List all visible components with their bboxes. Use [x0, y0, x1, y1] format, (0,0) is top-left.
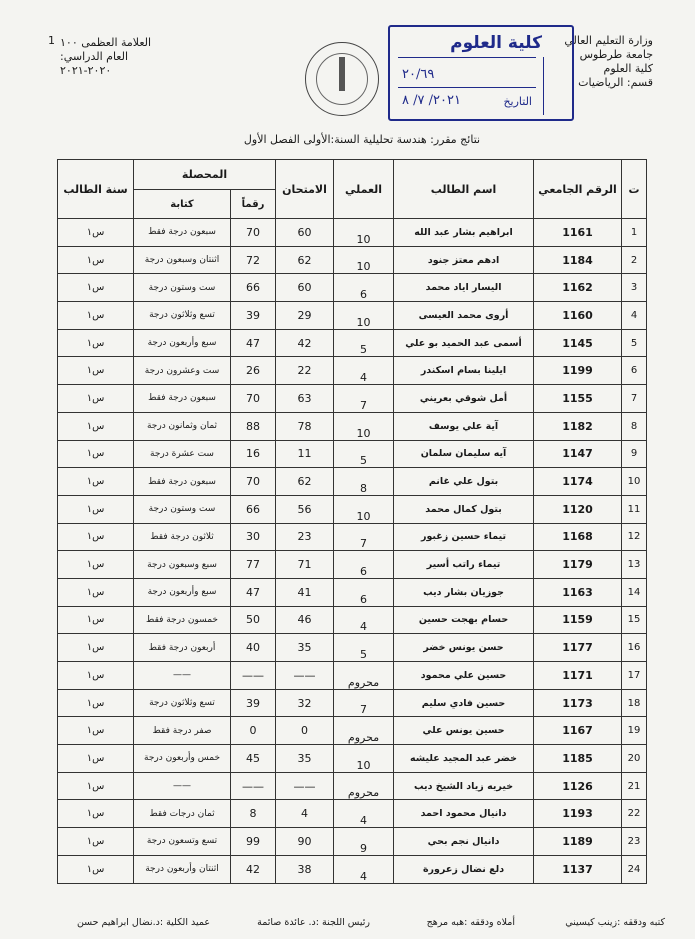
total-text: أربعون درجة فقط — [134, 634, 231, 662]
results-table — [57, 159, 647, 884]
university-id: 1161 — [534, 219, 622, 247]
table-row — [58, 800, 647, 828]
header-department: قسم: الرياضيات — [578, 76, 653, 89]
stamp-number: ٢٠/٦٩ — [402, 67, 435, 82]
total-text: ست عشرة درجة — [134, 440, 231, 468]
page-number: 1 — [48, 34, 55, 47]
row-number: 19 — [622, 717, 647, 745]
student-year: س١ — [58, 274, 134, 302]
stamp-title: كلية العلوم — [450, 33, 542, 53]
exam-grade: 46 — [276, 606, 334, 634]
practical-grade: 4 — [334, 800, 394, 828]
total-text: سبعون درجة فقط — [134, 385, 231, 413]
total-number: —— — [231, 772, 276, 800]
row-number: 20 — [622, 745, 647, 773]
university-id: 1162 — [534, 274, 622, 302]
student-year: س١ — [58, 772, 134, 800]
exam-grade: 63 — [276, 385, 334, 413]
row-number: 8 — [622, 412, 647, 440]
student-year: س١ — [58, 523, 134, 551]
stamp-date-label: التاريخ — [503, 95, 532, 108]
university-id: 1174 — [534, 468, 622, 496]
university-id: 1137 — [534, 855, 622, 883]
student-name: أسمى عبد الحميد بو علي — [394, 329, 534, 357]
student-name: دلع نضال زعرورة — [394, 855, 534, 883]
total-text: سبعون درجة فقط — [134, 468, 231, 496]
total-number: 72 — [231, 246, 276, 274]
university-id: 1145 — [534, 329, 622, 357]
practical-grade: 10 — [334, 412, 394, 440]
header-grade-block — [60, 36, 180, 78]
student-year: س١ — [58, 578, 134, 606]
col-header-num: رقماً — [231, 190, 276, 219]
practical-grade: 7 — [334, 689, 394, 717]
col-header-n: ت — [622, 160, 647, 219]
exam-grade: 41 — [276, 578, 334, 606]
student-year: س١ — [58, 662, 134, 690]
total-text: سبعون درجة فقط — [134, 219, 231, 247]
row-number: 24 — [622, 855, 647, 883]
stamp-line — [398, 57, 536, 58]
header-ministry-block — [564, 34, 653, 90]
table-row — [58, 329, 647, 357]
student-name: أمل شوقي بعريني — [394, 385, 534, 413]
exam-grade: 62 — [276, 246, 334, 274]
total-text: —— — [134, 662, 231, 690]
total-text: اثنتان وسبعون درجة — [134, 246, 231, 274]
university-id: 1120 — [534, 495, 622, 523]
exam-grade: —— — [276, 772, 334, 800]
student-year: س١ — [58, 855, 134, 883]
student-name: آيه سليمان سلمان — [394, 440, 534, 468]
header-ministry: وزارة التعليم العالي — [564, 34, 653, 47]
student-year: س١ — [58, 828, 134, 856]
total-number: 88 — [231, 412, 276, 440]
max-grade: العلامة العظمى ١٠٠ — [60, 36, 152, 49]
student-name: بتول علي غانم — [394, 468, 534, 496]
student-name: دانيال محمود احمد — [394, 800, 534, 828]
university-logo — [305, 42, 379, 116]
student-year: س١ — [58, 606, 134, 634]
row-number: 2 — [622, 246, 647, 274]
total-text: تسع وثلاثون درجة — [134, 302, 231, 330]
total-number: 0 — [231, 717, 276, 745]
total-number: 16 — [231, 440, 276, 468]
university-id: 1147 — [534, 440, 622, 468]
total-text: خمسون درجة فقط — [134, 606, 231, 634]
practical-grade: 7 — [334, 523, 394, 551]
student-name: أروى محمد العيسى — [394, 302, 534, 330]
student-name: ادهم معتز جنود — [394, 246, 534, 274]
practical-grade: 5 — [334, 329, 394, 357]
university-id: 1189 — [534, 828, 622, 856]
practical-grade: 4 — [334, 357, 394, 385]
student-year: س١ — [58, 468, 134, 496]
col-header-text: كتابة — [134, 190, 231, 219]
table-row — [58, 385, 647, 413]
exam-grade: —— — [276, 662, 334, 690]
university-id: 1160 — [534, 302, 622, 330]
row-number: 16 — [622, 634, 647, 662]
row-number: 3 — [622, 274, 647, 302]
student-name: دانيال نجم بحي — [394, 828, 534, 856]
footer-written-by: كتبه ودققه :زينب كيسيني — [565, 917, 665, 928]
student-year: س١ — [58, 495, 134, 523]
footer-dictated-by: أملاه ودققه :هبه مرهج — [426, 917, 515, 928]
total-text: تسع وثلاثون درجة — [134, 689, 231, 717]
total-number: 42 — [231, 855, 276, 883]
total-text: سبع وأربعون درجة — [134, 329, 231, 357]
table-row — [58, 274, 647, 302]
total-text: اثنتان وأربعون درجة — [134, 855, 231, 883]
exam-grade: 22 — [276, 357, 334, 385]
practical-grade: 9 — [334, 828, 394, 856]
student-name: تيماء حسين زغبور — [394, 523, 534, 551]
total-number: 66 — [231, 495, 276, 523]
exam-grade: 35 — [276, 634, 334, 662]
exam-grade: 4 — [276, 800, 334, 828]
university-id: 1179 — [534, 551, 622, 579]
student-name: خضر عبد المجيد عليشه — [394, 745, 534, 773]
exam-grade: 62 — [276, 468, 334, 496]
exam-grade: 71 — [276, 551, 334, 579]
exam-grade: 60 — [276, 219, 334, 247]
stamp-side-box — [543, 57, 568, 115]
exam-grade: 56 — [276, 495, 334, 523]
total-text: تسع وتسعون درجة — [134, 828, 231, 856]
student-name: تيماء راتب أسير — [394, 551, 534, 579]
col-header-year: سنة الطالب — [58, 160, 134, 219]
row-number: 11 — [622, 495, 647, 523]
row-number: 17 — [622, 662, 647, 690]
row-number: 21 — [622, 772, 647, 800]
total-number: 8 — [231, 800, 276, 828]
total-number: 45 — [231, 745, 276, 773]
university-id: 1184 — [534, 246, 622, 274]
row-number: 15 — [622, 606, 647, 634]
row-number: 9 — [622, 440, 647, 468]
practical-grade: 6 — [334, 578, 394, 606]
table-row — [58, 412, 647, 440]
total-number: 66 — [231, 274, 276, 302]
exam-grade: 38 — [276, 855, 334, 883]
practical-grade: 10 — [334, 219, 394, 247]
faculty-stamp — [388, 25, 574, 121]
col-header-exam: الامتحان — [276, 160, 334, 219]
student-year: س١ — [58, 717, 134, 745]
header-faculty: كلية العلوم — [603, 62, 653, 75]
row-number: 4 — [622, 302, 647, 330]
total-number: 26 — [231, 357, 276, 385]
student-year: س١ — [58, 800, 134, 828]
university-id: 1167 — [534, 717, 622, 745]
practical-grade: 5 — [334, 440, 394, 468]
student-year: س١ — [58, 302, 134, 330]
exam-grade: 11 — [276, 440, 334, 468]
total-text: —— — [134, 772, 231, 800]
student-name: ابراهيم بشار عبد الله — [394, 219, 534, 247]
student-year: س١ — [58, 219, 134, 247]
table-row — [58, 357, 647, 385]
row-number: 1 — [622, 219, 647, 247]
total-number: 50 — [231, 606, 276, 634]
student-name: بتول كمال محمد — [394, 495, 534, 523]
practical-grade: محروم — [334, 772, 394, 800]
row-number: 13 — [622, 551, 647, 579]
total-number: 47 — [231, 329, 276, 357]
total-number: 70 — [231, 219, 276, 247]
total-number: 39 — [231, 689, 276, 717]
practical-grade: 6 — [334, 551, 394, 579]
table-row — [58, 772, 647, 800]
row-number: 12 — [622, 523, 647, 551]
total-text: خمس وأربعون درجة — [134, 745, 231, 773]
practical-grade: محروم — [334, 717, 394, 745]
total-number: 99 — [231, 828, 276, 856]
logo-tower — [339, 57, 345, 91]
total-number: 39 — [231, 302, 276, 330]
student-name: حسين علي محمود — [394, 662, 534, 690]
exam-grade: 35 — [276, 745, 334, 773]
exam-grade: 29 — [276, 302, 334, 330]
student-name: حسين فادي سليم — [394, 689, 534, 717]
row-number: 7 — [622, 385, 647, 413]
student-year: س١ — [58, 551, 134, 579]
student-name: جوزيان بشار ديب — [394, 578, 534, 606]
practical-grade: 7 — [334, 385, 394, 413]
total-text: ست وستون درجة — [134, 495, 231, 523]
student-name: اليسار اياد محمد — [394, 274, 534, 302]
table-row — [58, 551, 647, 579]
row-number: 14 — [622, 578, 647, 606]
university-id: 1126 — [534, 772, 622, 800]
total-text: ثلاثون درجة فقط — [134, 523, 231, 551]
row-number: 10 — [622, 468, 647, 496]
total-number: 47 — [231, 578, 276, 606]
practical-grade: محروم — [334, 662, 394, 690]
student-name: حسين يونس علي — [394, 717, 534, 745]
row-number: 6 — [622, 357, 647, 385]
practical-grade: 8 — [334, 468, 394, 496]
stamp-line — [398, 87, 536, 88]
table-row — [58, 523, 647, 551]
student-name: حسام بهجت حسين — [394, 606, 534, 634]
exam-grade: 0 — [276, 717, 334, 745]
exam-grade: 23 — [276, 523, 334, 551]
student-year: س١ — [58, 634, 134, 662]
table-row — [58, 662, 647, 690]
total-text: سبع وأربعون درجة — [134, 578, 231, 606]
exam-grade: 60 — [276, 274, 334, 302]
practical-grade: 6 — [334, 274, 394, 302]
footer-committee-head: رئيس اللجنة :د. عائدة صائمة — [257, 917, 370, 928]
student-year: س١ — [58, 412, 134, 440]
table-row — [58, 440, 647, 468]
row-number: 22 — [622, 800, 647, 828]
university-id: 1173 — [534, 689, 622, 717]
table-header-row — [58, 160, 647, 190]
total-number: 70 — [231, 468, 276, 496]
col-header-practical: العملي — [334, 160, 394, 219]
practical-grade: 10 — [334, 495, 394, 523]
practical-grade: 4 — [334, 855, 394, 883]
student-year: س١ — [58, 385, 134, 413]
total-text: ست وعشرون درجة — [134, 357, 231, 385]
university-id: 1171 — [534, 662, 622, 690]
student-year: س١ — [58, 745, 134, 773]
exam-grade: 90 — [276, 828, 334, 856]
table-row — [58, 246, 647, 274]
university-id: 1168 — [534, 523, 622, 551]
student-name: ايلينا بسام اسكندر — [394, 357, 534, 385]
university-id: 1193 — [534, 800, 622, 828]
table-row — [58, 634, 647, 662]
exam-grade: 32 — [276, 689, 334, 717]
student-name: آية علي يوسف — [394, 412, 534, 440]
practical-grade: 10 — [334, 745, 394, 773]
total-number: 77 — [231, 551, 276, 579]
student-year: س١ — [58, 357, 134, 385]
total-text: ثمان درجات فقط — [134, 800, 231, 828]
university-id: 1155 — [534, 385, 622, 413]
total-text: ثمان وثمانون درجة — [134, 412, 231, 440]
table-row — [58, 495, 647, 523]
student-year: س١ — [58, 329, 134, 357]
student-name: خيريه زياد الشيخ ديب — [394, 772, 534, 800]
table-row — [58, 606, 647, 634]
total-number: 40 — [231, 634, 276, 662]
student-year: س١ — [58, 246, 134, 274]
practical-grade: 10 — [334, 246, 394, 274]
row-number: 23 — [622, 828, 647, 856]
col-header-total: المحصلة — [134, 160, 276, 190]
student-name: حسن يونس خضر — [394, 634, 534, 662]
university-id: 1159 — [534, 606, 622, 634]
total-number: 70 — [231, 385, 276, 413]
practical-grade: 5 — [334, 634, 394, 662]
course-subtitle: نتائج مقرر: هندسة تحليلية السنة:الأولى الفصل الأول — [243, 133, 481, 146]
table-row — [58, 745, 647, 773]
university-id: 1163 — [534, 578, 622, 606]
total-number: —— — [231, 662, 276, 690]
table-row — [58, 828, 647, 856]
table-row — [58, 717, 647, 745]
student-year: س١ — [58, 689, 134, 717]
stamp-date: ٢٠٢١/ ٧/ ٨ — [402, 93, 461, 108]
exam-grade: 42 — [276, 329, 334, 357]
practical-grade: 4 — [334, 606, 394, 634]
student-year: س١ — [58, 440, 134, 468]
header-university: جامعة طرطوس — [579, 48, 653, 61]
row-number: 5 — [622, 329, 647, 357]
university-id: 1199 — [534, 357, 622, 385]
total-text: ست وستون درجة — [134, 274, 231, 302]
footer-dean: عميد الكلية :د.نضال ابراهيم حسن — [76, 917, 210, 928]
table-row — [58, 302, 647, 330]
academic-year: العام الدراسي: ٢٠٢٠-٢٠٢١ — [60, 50, 129, 77]
table-row — [58, 219, 647, 247]
practical-grade: 10 — [334, 302, 394, 330]
col-header-id: الرقم الجامعي — [534, 160, 622, 219]
university-id: 1185 — [534, 745, 622, 773]
table-row — [58, 468, 647, 496]
university-id: 1182 — [534, 412, 622, 440]
table-row — [58, 855, 647, 883]
col-header-name: اسم الطالب — [394, 160, 534, 219]
row-number: 18 — [622, 689, 647, 717]
university-id: 1177 — [534, 634, 622, 662]
exam-grade: 78 — [276, 412, 334, 440]
total-number: 30 — [231, 523, 276, 551]
total-text: صفر درجة فقط — [134, 717, 231, 745]
total-text: سبع وسبعون درجة — [134, 551, 231, 579]
table-row — [58, 578, 647, 606]
table-row — [58, 689, 647, 717]
